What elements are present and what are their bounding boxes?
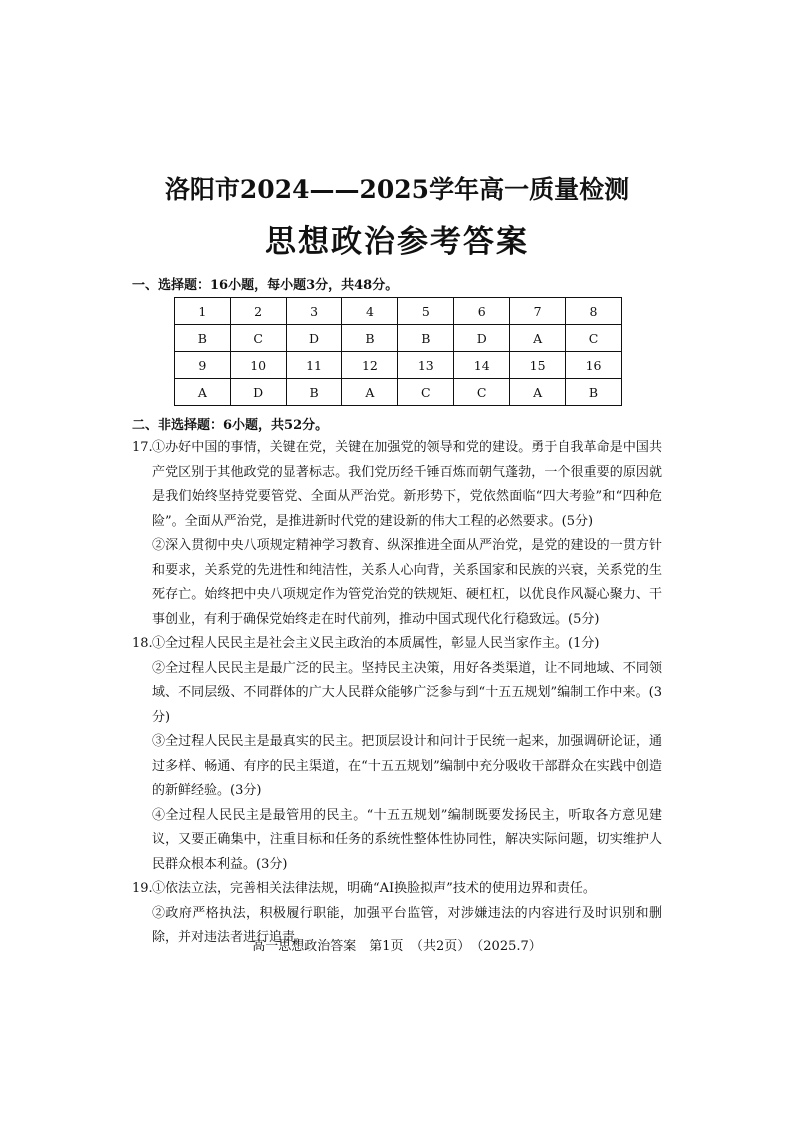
table-cell: 8 — [566, 298, 622, 325]
table-cell: B — [286, 379, 342, 406]
page-title: 洛阳市2024——2025学年高一质量检测 — [164, 175, 630, 204]
table-cell: 2 — [230, 298, 286, 325]
answer-paragraph: ①办好中国的事情，关键在党，关键在加强党的领导和党的建设。勇于自我革命是中国共产党区别于其他政党的显著标志。我们党历经千锤百炼而朝气蓬勃，一个很重要的原因就是我们始终坚持党要管党、全面从严治党。新形势下，党依然面临“四大考验”和“四种危险”。全面从严治党，是推进新时代党的建设新的伟大工程的必然要求。(5分) — [152, 440, 662, 529]
answer-paragraph: ②政府严格执法，积极履行职能，加强平台监管，对涉嫌违法的内容进行及时识别和删除，并对违法者进行追责。 — [152, 905, 662, 945]
page-footer: 高一思想政治答案 第1页 （共2页） （2025.7） — [252, 939, 542, 954]
answer-paragraph: ①全过程人民民主是社会主义民主政治的本质属性，彰显人民当家作主。(1分) — [152, 636, 600, 651]
table-cell: 10 — [230, 352, 286, 379]
answer-paragraph: ③全过程人民民主是最真实的民主。把顶层设计和问计于民统一起来，加强调研论证，通过多样、畅通、有序的民主渠道，在“十五五规划”编制中充分吸收干部群众在实践中创造的新鲜经验。(3分) — [152, 734, 662, 798]
table-cell: 11 — [286, 352, 342, 379]
question-17 — [132, 436, 662, 632]
table-cell: 5 — [398, 298, 454, 325]
table-row — [175, 325, 622, 352]
table-cell: C — [230, 325, 286, 352]
question-answer — [152, 436, 662, 632]
answer-paragraph: ④全过程人民民主是最管用的民主。“十五五规划”编制既要发扬民主，听取各方意见建议，又要正确集中，注重目标和任务的系统性整体性协同性，解决实际问题，切实维护人民群众根本利益。(3分) — [152, 807, 662, 872]
question-number: 19. — [132, 881, 153, 896]
table-cell: C — [566, 325, 622, 352]
table-cell: 4 — [342, 298, 398, 325]
table-cell: B — [175, 325, 231, 352]
table-row — [175, 352, 622, 379]
table-cell: A — [510, 379, 566, 406]
table-cell: B — [398, 325, 454, 352]
answer-body — [132, 436, 662, 951]
table-cell: 9 — [175, 352, 231, 379]
table-cell: 12 — [342, 352, 398, 379]
table-cell: 13 — [398, 352, 454, 379]
table-cell: A — [510, 325, 566, 352]
page-subtitle: 思想政治参考答案 — [265, 224, 529, 260]
table-cell: 7 — [510, 298, 566, 325]
table-cell: 6 — [454, 298, 510, 325]
answer-paragraph: ①依法立法，完善相关法律法规，明确“AI换脸拟声”技术的使用边界和责任。 — [152, 881, 596, 896]
question-number: 17. — [132, 440, 153, 455]
table-row — [175, 298, 622, 325]
table-cell: A — [342, 379, 398, 406]
table-cell: 1 — [175, 298, 231, 325]
table-cell: 16 — [566, 352, 622, 379]
table-cell: 15 — [510, 352, 566, 379]
table-cell: D — [286, 325, 342, 352]
table-cell: C — [454, 379, 510, 406]
table-cell: 14 — [454, 352, 510, 379]
question-answer — [152, 632, 662, 877]
answer-paragraph: ②深入贯彻中央八项规定精神学习教育、纵深推进全面从严治党，是党的建设的一贯方针和要求，关系党的先进性和纯洁性，关系人心向背，关系国家和民族的兴衰，关系党的生死存亡。始终把中央八项规定作为管党治党的铁规矩、硬杠杠，以优良作风凝心聚力、干事创业，有利于确保党始终走在时代前列，推动中国式现代化行稳致远。(5分) — [152, 538, 662, 627]
answer-paragraph: ②全过程人民民主是最广泛的民主。坚持民主决策，用好各类渠道，让不同地域、不同领域、不同层级、不同群体的广大人民群众能够广泛参与到“十五五规划”编制工作中来。(3分) — [152, 660, 662, 725]
table-cell: D — [230, 379, 286, 406]
question-18 — [132, 632, 662, 877]
table-cell: A — [175, 379, 231, 406]
table-cell: D — [454, 325, 510, 352]
section-heading-nonchoice: 二、非选择题：6小题，共52分。 — [132, 418, 329, 433]
question-number: 18. — [132, 636, 153, 651]
table-cell: C — [398, 379, 454, 406]
table-cell: 3 — [286, 298, 342, 325]
answer-table — [174, 297, 622, 406]
section-heading-choice: 一、选择题：16小题，每小题3分，共48分。 — [132, 278, 399, 293]
table-row — [175, 379, 622, 406]
table-cell: B — [342, 325, 398, 352]
table-cell: B — [566, 379, 622, 406]
